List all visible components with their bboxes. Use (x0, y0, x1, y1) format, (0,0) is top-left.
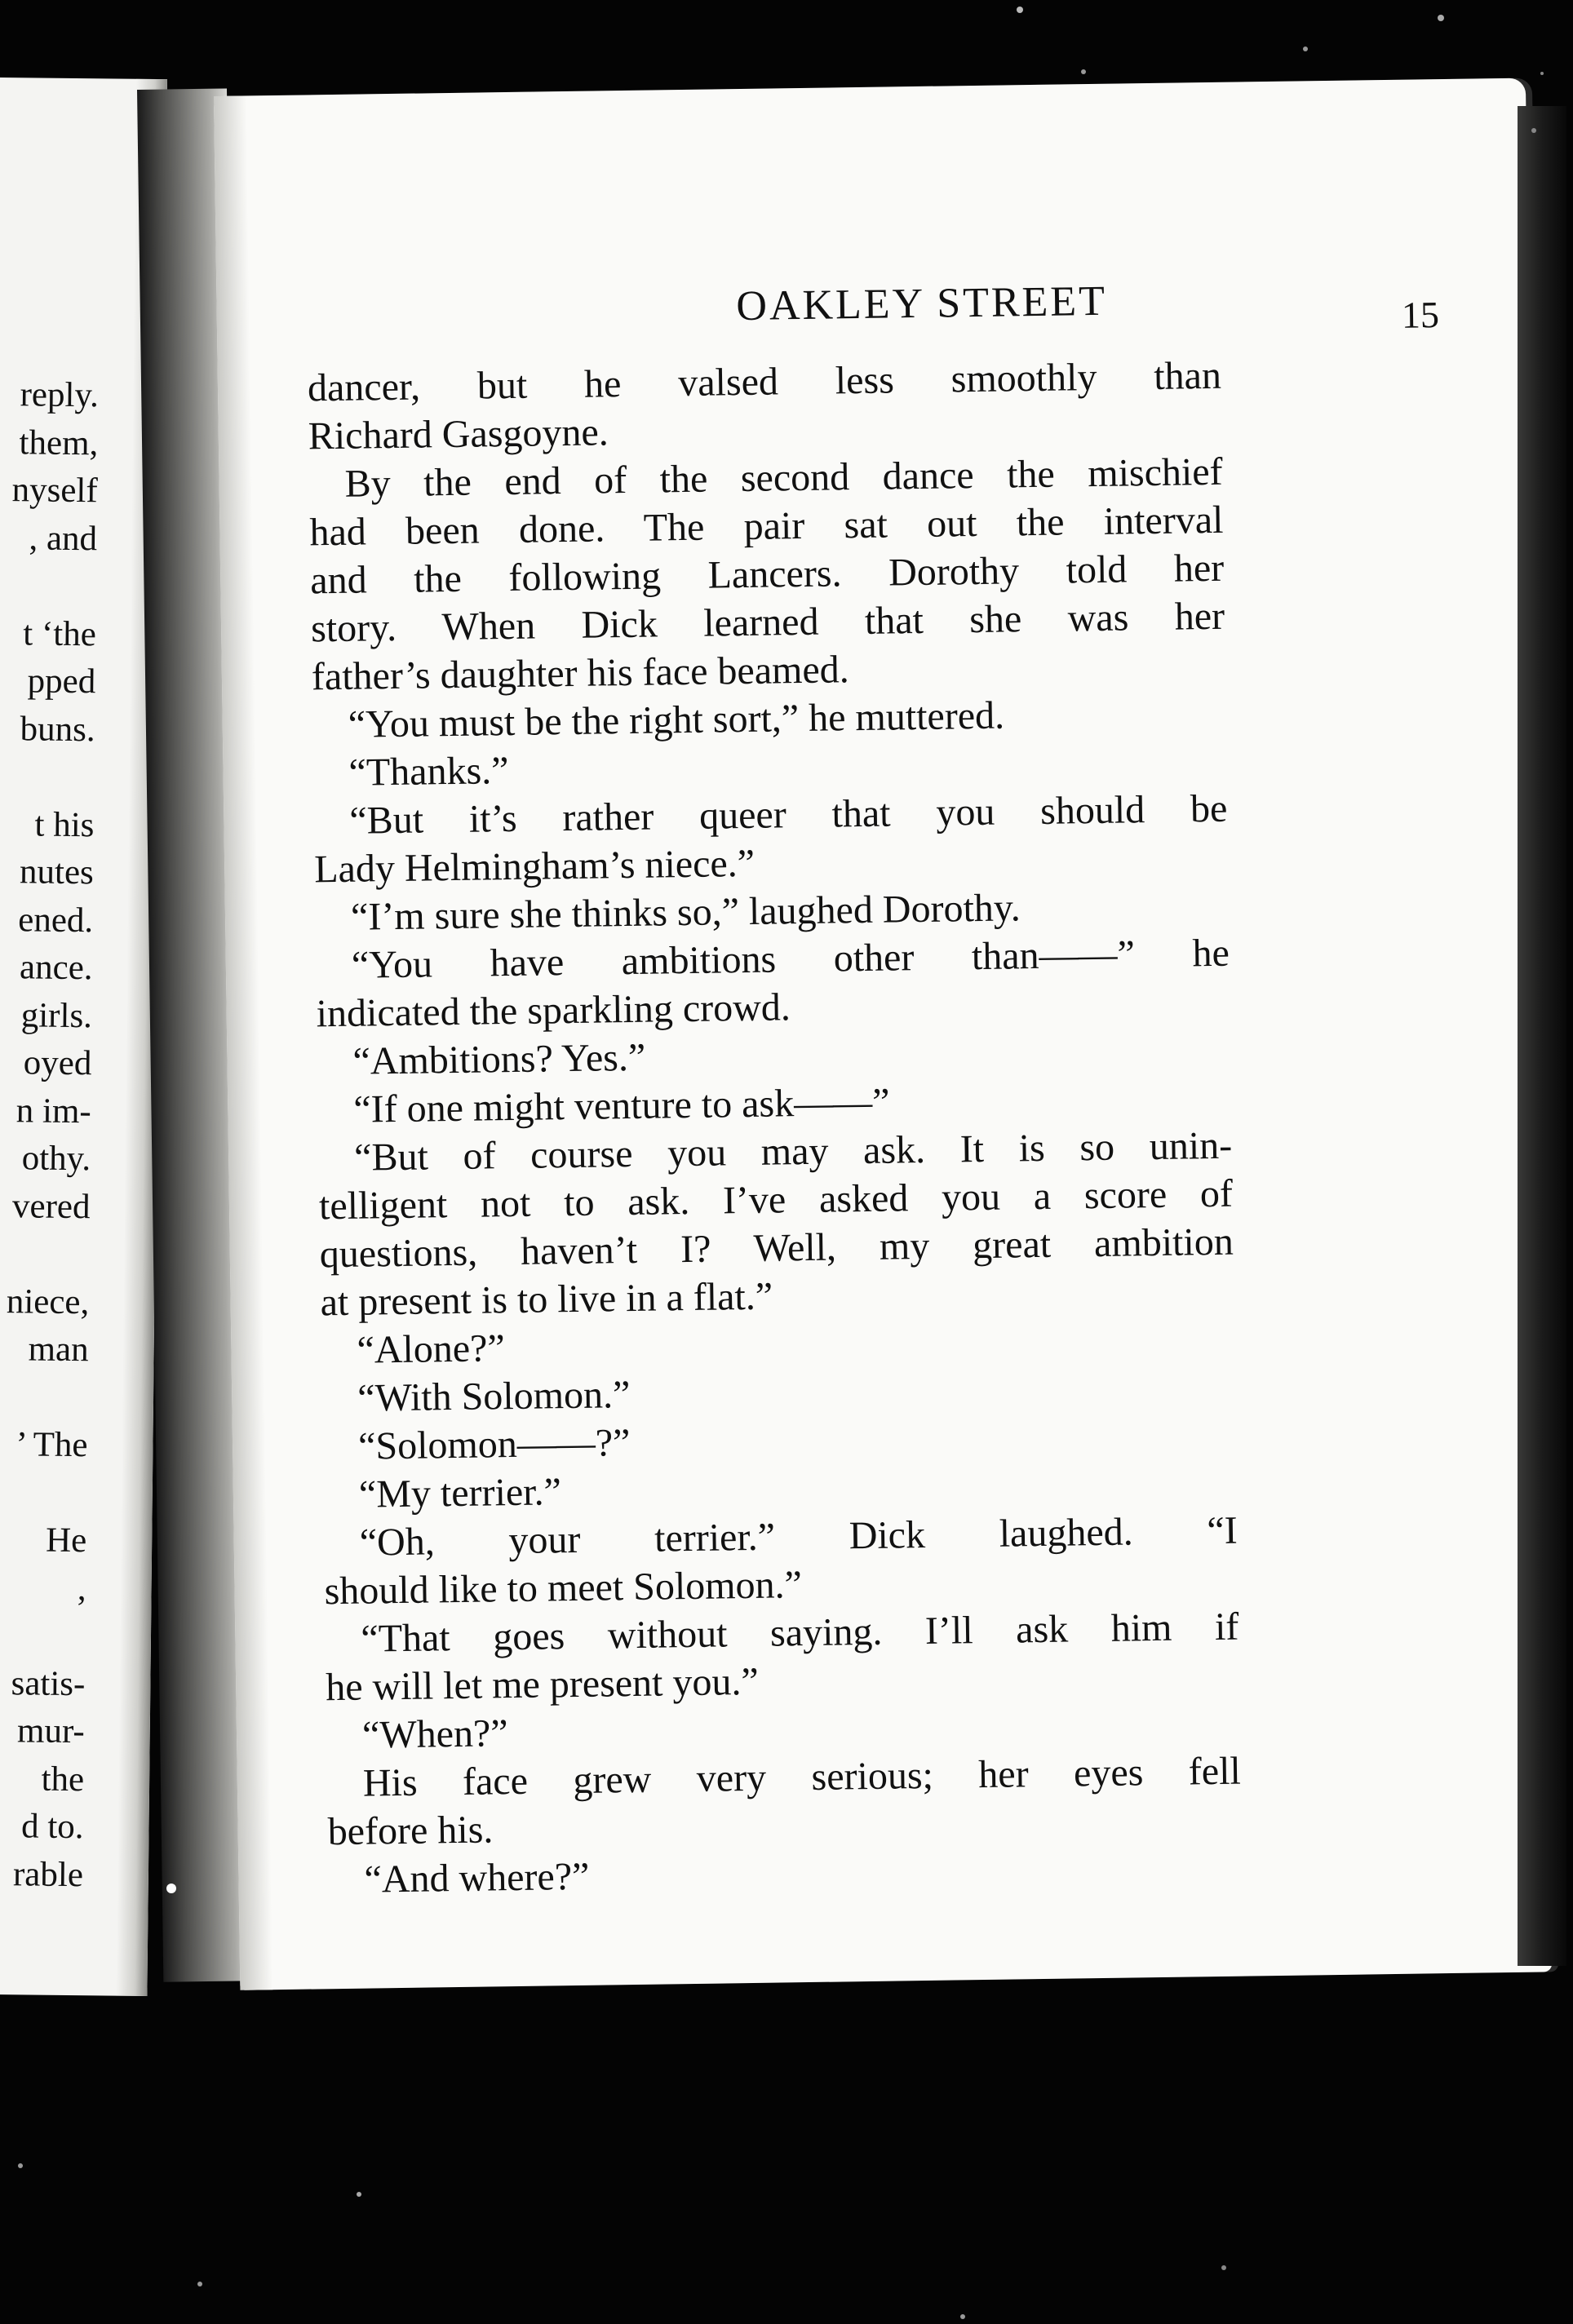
left-text-fragment: He (45, 1521, 87, 1560)
text-line: “But it’s rather queer that you should be (349, 786, 1228, 843)
text-line: “That goes without saying. I’ll ask him if (361, 1605, 1239, 1661)
text-line: story. When Dick learned that she was her (310, 594, 1225, 651)
left-text-fragment: buns. (20, 709, 95, 749)
text-line: “My terrier.” (358, 1470, 562, 1516)
left-text-fragment (9, 753, 95, 802)
text-line: “If one might venture to ask——” (352, 1080, 890, 1131)
left-page-text (0, 371, 99, 1899)
right-page (214, 78, 1552, 1990)
text-line: “With Solomon.” (357, 1373, 631, 1420)
left-text-fragment: mur- (16, 1711, 86, 1751)
text-line: dancer, but he valsed less smoothly than (307, 353, 1222, 410)
left-text-fragment: d to. (20, 1807, 84, 1847)
text-line: “Solomon——?” (357, 1421, 631, 1468)
text-line: “When?” (361, 1711, 508, 1757)
text-line: questions, haven’t I? Well, my great ambition (319, 1220, 1234, 1277)
text-line: father’s daughter his face beamed. (311, 648, 850, 699)
running-head (216, 272, 1529, 338)
left-text-fragment (11, 562, 97, 611)
text-line: Richard Gasgoyne. (308, 410, 609, 458)
text-line: His face grew very serious; her eyes fell (362, 1749, 1242, 1805)
text-line: “I’m sure she thinks so,” laughed Dorothy. (350, 886, 1021, 939)
left-text-fragment: othy. (21, 1139, 91, 1179)
left-text-fragment: , (77, 1569, 86, 1608)
text-line: before his. (327, 1808, 494, 1854)
left-text-fragment: girls. (20, 995, 93, 1035)
left-text-fragment: ’ The (16, 1425, 88, 1465)
left-text-fragment: n im- (16, 1091, 91, 1131)
body-text (308, 352, 1243, 1904)
left-text-fragment: ance. (19, 948, 93, 988)
page-number: 15 (1401, 294, 1440, 336)
text-line: “Oh, your terrier.” Dick laughed. “I (359, 1508, 1238, 1565)
text-line: telligent not to ask. I’ve asked you a score of (318, 1171, 1234, 1228)
left-text-fragment (3, 1230, 90, 1279)
left-text-fragment (2, 1374, 89, 1423)
left-text-fragment: ened. (18, 900, 94, 940)
left-text-fragment: rable (12, 1854, 84, 1894)
left-text-fragment: man (28, 1330, 89, 1370)
text-line: “And where?” (364, 1854, 590, 1901)
text-line: he will let me present you.” (325, 1659, 760, 1710)
left-text-fragment: t ‘the (23, 613, 97, 653)
running-head-title: OAKLEY STREET (736, 277, 1108, 330)
left-text-fragment (1, 1469, 87, 1518)
left-text-fragment: nyself (11, 471, 98, 511)
left-text-fragment: oyed (23, 1043, 92, 1083)
text-line: “Alone?” (357, 1326, 506, 1372)
text-line: indicated the sparkling crowd. (316, 985, 791, 1036)
text-line: By the end of the second dance the mischief (344, 449, 1223, 506)
left-text-fragment: satis- (11, 1663, 86, 1703)
left-text-fragment (0, 1612, 86, 1661)
text-line: and the following Lancers. Dorothy told her (309, 546, 1225, 603)
left-text-fragment: pped (27, 662, 96, 702)
left-text-fragment: t his (34, 804, 95, 844)
left-text-fragment: , and (29, 518, 98, 558)
left-text-fragment: the (41, 1760, 85, 1799)
text-line: “You must be the right sort,” he muttered. (348, 693, 1005, 746)
left-text-fragment: niece, (6, 1282, 90, 1321)
left-text-fragment: them, (19, 423, 99, 463)
text-line: Lady Helmingham’s niece.” (313, 841, 755, 892)
text-line: had been done. The pair sat out the interval (309, 498, 1224, 555)
text-line: “Ambitions? Yes.” (352, 1035, 646, 1083)
page-fore-edge (1518, 106, 1566, 1966)
text-line: should like to meet Solomon.” (324, 1563, 803, 1614)
text-line: at present is to live in a flat.” (320, 1274, 773, 1325)
left-text-fragment: reply. (20, 375, 100, 415)
text-line: “Thanks.” (348, 749, 509, 795)
left-text-fragment: vered (11, 1186, 91, 1226)
text-line: “You have ambitions other than——” he (351, 931, 1230, 987)
left-text-fragment: nutes (19, 852, 95, 892)
text-line: “But of course you may ask. It is so unin- (353, 1123, 1233, 1180)
